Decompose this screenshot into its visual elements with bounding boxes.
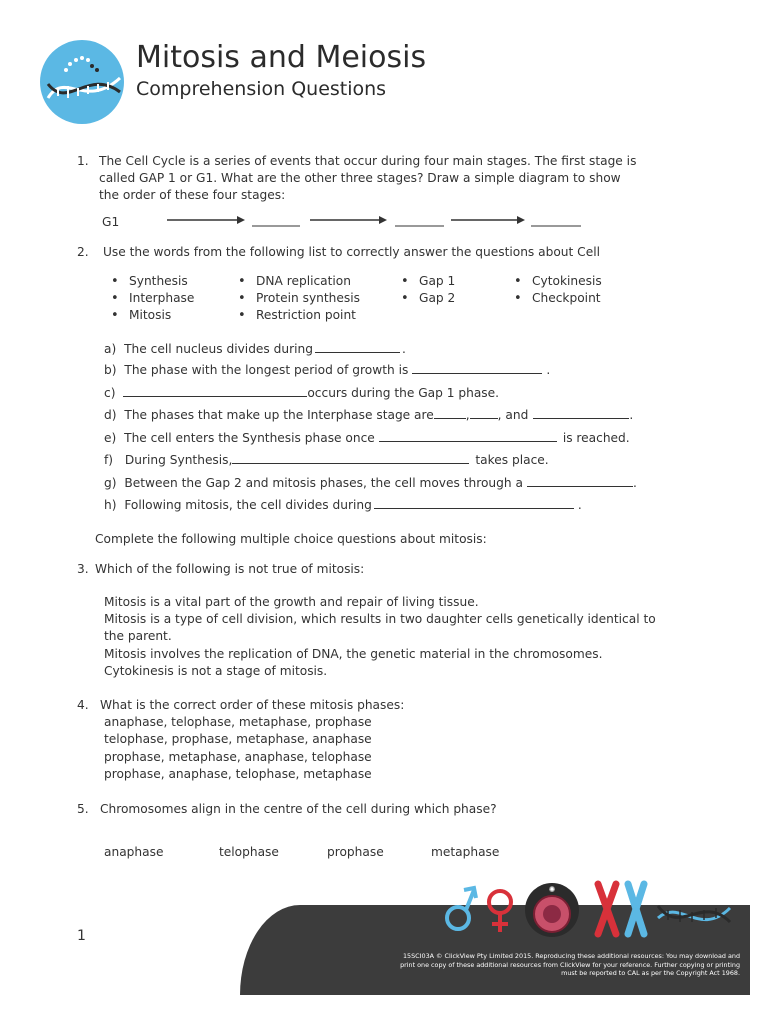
part-a (104, 340, 406, 358)
word-cytokinesis: • Cytokinesis (532, 273, 602, 290)
part-d-blank-1[interactable] (434, 406, 466, 419)
part-f-letter: f) (104, 453, 114, 467)
question-3-number: 3. (77, 562, 89, 576)
part-d-end: . (629, 408, 634, 422)
part-e-letter: e) (104, 431, 117, 445)
q4-option-2[interactable]: telophase, prophase, metaphase, anaphase (104, 732, 372, 746)
question-1-line-2: called GAP 1 or G1. What are the other three stages? Draw a simple diagram to show (99, 171, 621, 185)
word-protein-synthesis: • Protein synthesis (256, 290, 360, 307)
chromosome-icon (598, 884, 644, 934)
q5-option-prophase[interactable]: prophase (327, 845, 384, 859)
part-f (104, 451, 549, 469)
part-e-text: The cell enters the Synthesis phase once (124, 431, 375, 445)
q3-option-1[interactable]: Mitosis is a vital part of the growth and repair of living tissue. (104, 595, 479, 609)
part-c-text: occurs during the Gap 1 phase. (307, 386, 500, 400)
part-a-end: . (401, 342, 406, 356)
q5-option-telophase[interactable]: telophase (219, 845, 279, 859)
multiple-choice-intro: Complete the following multiple choice questions about mitosis: (95, 532, 487, 546)
question-4-number: 4. (77, 698, 89, 712)
page-title: Mitosis and Meiosis (136, 40, 427, 75)
part-e (104, 429, 630, 447)
word-synthesis: • Synthesis (129, 273, 188, 290)
cell-nucleus-icon (525, 883, 579, 937)
part-g-letter: g) (104, 476, 117, 490)
part-f-blank[interactable] (232, 451, 469, 464)
question-1-line-3: the order of these four stages: (99, 188, 286, 202)
part-a-text: The cell nucleus divides during (124, 342, 313, 356)
q4-option-1[interactable]: anaphase, telophase, metaphase, prophase (104, 715, 372, 729)
part-b-letter: b) (104, 363, 117, 377)
part-h-letter: h) (104, 498, 117, 512)
part-c-letter: c) (104, 386, 116, 400)
q5-option-metaphase[interactable]: metaphase (431, 845, 500, 859)
dna-logo (40, 40, 124, 124)
part-h-end: . (577, 498, 582, 512)
q3-option-2[interactable]: Mitosis is a type of cell division, which results in two daughter cells genetically identical to (104, 612, 656, 626)
part-b (104, 361, 550, 379)
question-2-text: Use the words from the following list to correctly answer the questions about Cell (103, 245, 600, 259)
part-e-blank[interactable] (379, 429, 557, 442)
q5-option-anaphase[interactable]: anaphase (104, 845, 164, 859)
male-symbol-icon (447, 888, 476, 929)
page-subtitle: Comprehension Questions (136, 78, 387, 100)
dna-helix-icon (40, 40, 124, 124)
arrow-1-icon (167, 216, 245, 224)
word-restriction-point: • Restriction point (256, 307, 356, 324)
question-3-text: Which of the following is not true of mitosis: (95, 562, 365, 576)
part-c (104, 384, 499, 402)
part-h-text: Following mitosis, the cell divides during (124, 498, 372, 512)
question-5-text: Chromosomes align in the centre of the cell during which phase? (100, 802, 497, 816)
part-a-letter: a) (104, 342, 117, 356)
part-h-blank[interactable] (374, 496, 574, 509)
q4-option-4[interactable]: prophase, anaphase, telophase, metaphase (104, 767, 372, 781)
part-d-comma: , (465, 408, 470, 422)
word-checkpoint: • Checkpoint (532, 290, 601, 307)
copyright-notice: 15SCI03A © ClickView Pty Limited 2015. Reproducing these additional resources: You may download and print one copy of these additional resources from ClickView for your reference. Further copying or printing must be reported to CAL as per the Copyright Act 1968. (400, 952, 740, 977)
word-mitosis: • Mitosis (129, 307, 171, 324)
part-g-end: . (632, 476, 637, 490)
part-e-end: is reached. (562, 431, 630, 445)
question-1-line-1: The Cell Cycle is a series of events that occur during four main stages. The first stage is (99, 154, 637, 168)
arrow-2-icon (310, 216, 387, 224)
word-interphase: • Interphase (129, 290, 194, 307)
footer-icons (440, 878, 740, 938)
part-g-text: Between the Gap 2 and mitosis phases, the cell moves through a (124, 476, 523, 490)
g1-label: G1 (102, 215, 120, 229)
q3-option-3[interactable]: Mitosis involves the replication of DNA, the genetic material in the chromosomes. (104, 647, 603, 661)
part-d-blank-3[interactable] (533, 406, 629, 419)
part-h (104, 496, 582, 514)
question-1-number: 1. (77, 154, 89, 168)
part-f-text: During Synthesis, (124, 453, 233, 467)
word-gap-2: • Gap 2 (419, 290, 455, 307)
part-d-text: The phases that make up the Interphase stage are (124, 408, 434, 422)
page-number: 1 (77, 928, 86, 944)
part-b-end: . (546, 363, 551, 377)
part-d (104, 406, 633, 424)
part-d-letter: d) (104, 408, 117, 422)
part-d-blank-2[interactable] (470, 406, 498, 419)
question-5-number: 5. (77, 802, 89, 816)
q4-option-3[interactable]: prophase, metaphase, anaphase, telophase (104, 750, 372, 764)
female-symbol-icon (489, 891, 511, 932)
part-b-blank[interactable] (412, 361, 542, 374)
q3-option-4[interactable]: Cytokinesis is not a stage of mitosis. (104, 664, 328, 678)
part-b-text: The phase with the longest period of growth is (124, 363, 409, 377)
svg-text:✺: ✺ (548, 885, 556, 894)
part-g-blank[interactable] (527, 474, 633, 487)
part-a-blank[interactable] (315, 340, 400, 353)
question-4-text: What is the correct order of these mitosis phases: (100, 698, 405, 712)
question-2-number: 2. (77, 245, 89, 259)
q3-option-2-cont[interactable]: the parent. (104, 629, 172, 643)
part-g (104, 474, 637, 492)
word-dna-replication: • DNA replication (256, 273, 351, 290)
dna-strand-icon (658, 906, 730, 922)
part-f-end: takes place. (475, 453, 549, 467)
part-c-blank[interactable] (123, 384, 307, 397)
arrow-3-icon (451, 216, 525, 224)
part-d-and: , and (497, 408, 529, 422)
cell-cycle-diagram (165, 214, 585, 228)
word-gap-1: • Gap 1 (419, 273, 455, 290)
